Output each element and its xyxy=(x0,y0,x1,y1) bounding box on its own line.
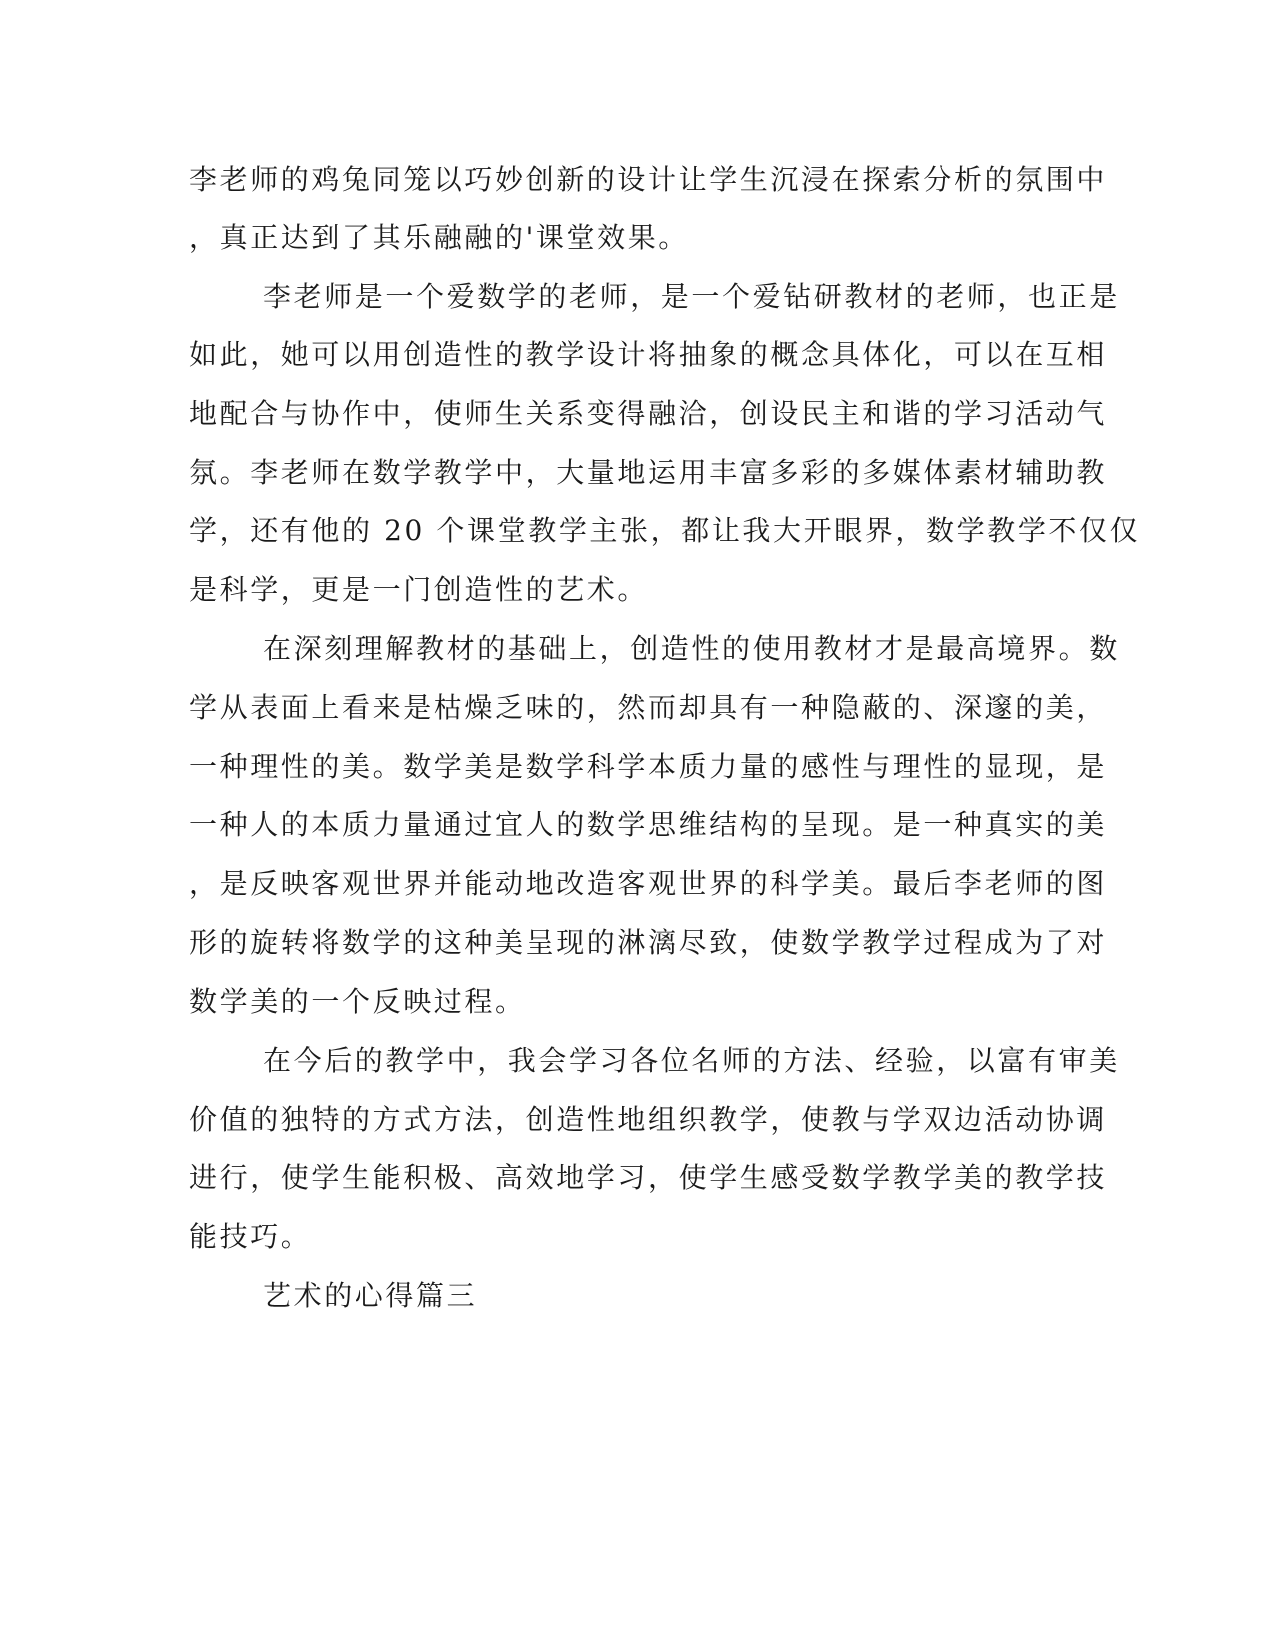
paragraph-first-line: 在深刻理解教材的基础上，创造性的使用教材才是最高境界。数 xyxy=(263,632,1120,665)
text-line: 一种人的本质力量通过宜人的数学思维结构的呈现。是一种真实的美 xyxy=(189,808,1108,841)
text-line: 价值的独特的方式方法，创造性地组织教学，使教与学双边活动协调 xyxy=(189,1103,1108,1136)
text-line: ，是反映客观世界并能动地改造客观世界的科学美。最后李老师的图 xyxy=(189,867,1108,900)
paragraph-first-line: 在今后的教学中，我会学习各位名师的方法、经验，以富有审美 xyxy=(263,1044,1120,1077)
text-line: 是科学，更是一门创造性的艺术。 xyxy=(189,573,649,606)
text-line: 一种理性的美。数学美是数学科学本质力量的感性与理性的显现，是 xyxy=(189,750,1108,783)
text-line: 形的旋转将数学的这种美呈现的淋漓尽致，使数学教学过程成为了对 xyxy=(189,926,1108,959)
text-line: 氛。李老师在数学教学中，大量地运用丰富多彩的多媒体素材辅助教 xyxy=(189,456,1108,489)
text-line: 能技巧。 xyxy=(189,1220,312,1253)
text-line: 学从表面上看来是枯燥乏味的，然而却具有一种隐蔽的、深邃的美， xyxy=(189,691,1108,724)
text-line: 学，还有他的 20 个课堂教学主张，都让我大开眼界，数学教学不仅仅 xyxy=(189,514,1141,547)
text-line: 进行，使学生能积极、高效地学习，使学生感受数学教学美的教学技 xyxy=(189,1161,1108,1194)
text-line: 数学美的一个反映过程。 xyxy=(189,985,526,1018)
paragraph-first-line: 李老师是一个爱数学的老师，是一个爱钻研教材的老师，也正是 xyxy=(263,280,1120,313)
text-line: 地配合与协作中，使师生关系变得融洽，创设民主和谐的学习活动气 xyxy=(189,397,1108,430)
section-heading: 艺术的心得篇三 xyxy=(263,1279,478,1312)
text-line: ，真正达到了其乐融融的'课堂效果。 xyxy=(189,221,689,254)
text-line: 如此，她可以用创造性的教学设计将抽象的概念具体化，可以在互相 xyxy=(189,338,1108,371)
text-line: 李老师的鸡兔同笼以巧妙创新的设计让学生沉浸在探索分析的氛围中 xyxy=(189,163,1108,196)
